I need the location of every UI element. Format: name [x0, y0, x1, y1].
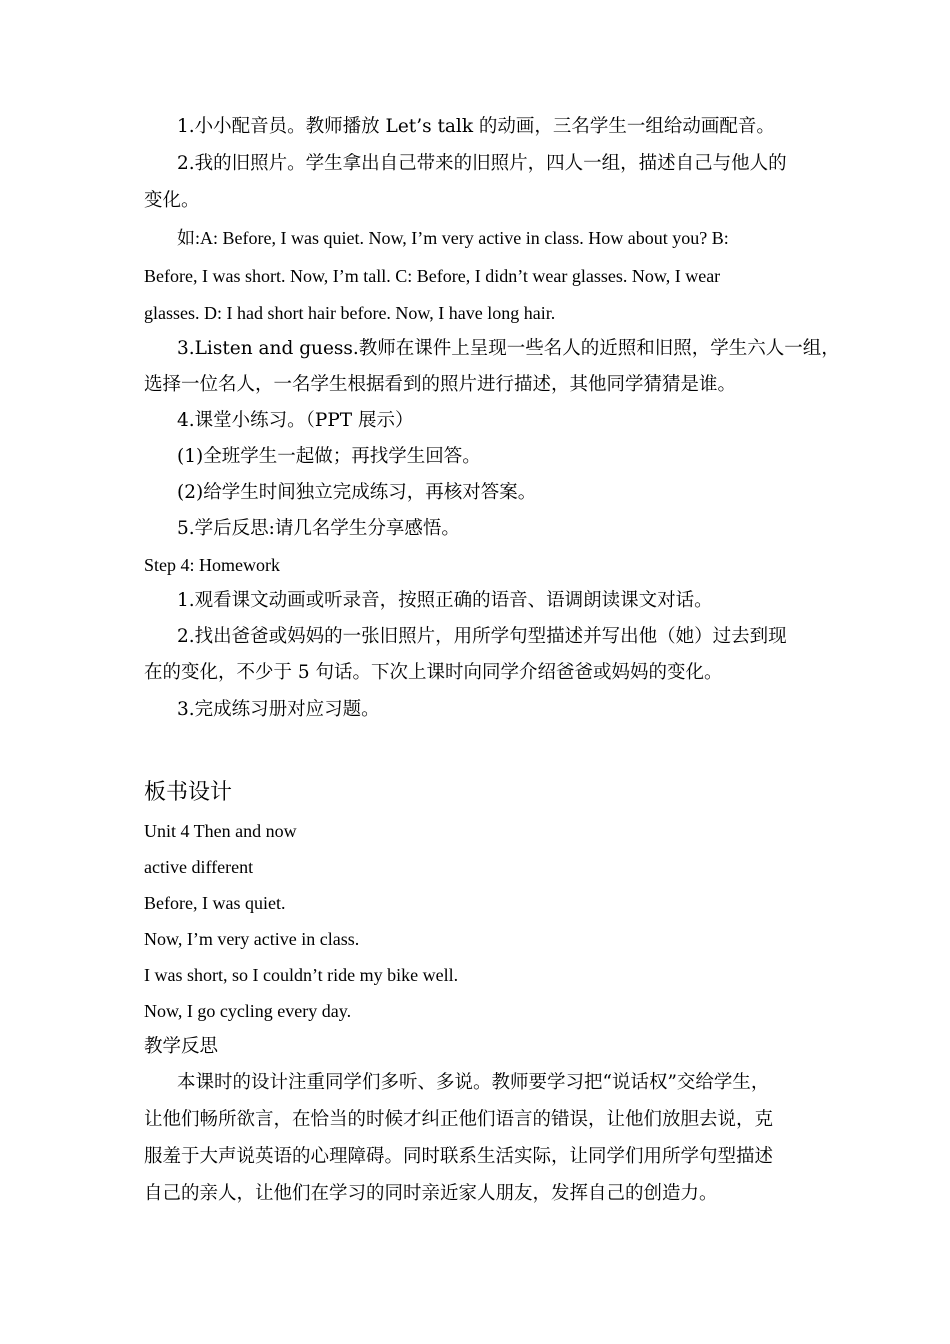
- board-sentence-3: I was short, so I couldn’t ride my bike well.: [144, 965, 459, 985]
- reflection-line-1: 本课时的设计注重同学们多听、多说。教师要学习把“说话权”交给学生，: [177, 1072, 770, 1093]
- activity-5: 5.学后反思:请几名学生分享感悟。: [177, 518, 460, 539]
- homework-3: 3.完成练习册对应习题。: [177, 699, 380, 720]
- activity-4-sub-2: (2)给学生时间独立完成练习，再核对答案。: [177, 482, 537, 503]
- reflection-heading: 教学反思: [144, 1036, 219, 1057]
- homework-2-line-2: 在的变化，不少于 5 句话。下次上课时向同学介绍爸爸或妈妈的变化。: [144, 662, 723, 683]
- activity-3-line-2: 选择一位名人，一名学生根据看到的照片进行描述，其他同学猜猜是谁。: [144, 374, 737, 395]
- example-line-2: Before, I was short. Now, I’m tall. C: Before, I didn’t wear glasses. Now, I wear: [144, 266, 721, 286]
- board-sentence-4: Now, I go cycling every day.: [144, 1001, 352, 1021]
- activity-2-line-1: 2.我的旧照片。学生拿出自己带来的旧照片，四人一组，描述自己与他人的: [177, 153, 787, 174]
- board-sentence-1: Before, I was quiet.: [144, 893, 286, 913]
- reflection-line-3: 服羞于大声说英语的心理障碍。同时联系生活实际，让同学们用所学句型描述: [144, 1146, 774, 1167]
- activity-3-line-1: 3.Listen and guess.教师在课件上呈现一些名人的近照和旧照，学生六人一组，: [177, 338, 840, 359]
- reflection-line-2: 让他们畅所欲言，在恰当的时候才纠正他们语言的错误，让他们放胆去说，克: [144, 1109, 774, 1130]
- homework-title: Step 4: Homework: [144, 555, 280, 575]
- reflection-line-4: 自己的亲人，让他们在学习的同时亲近家人朋友，发挥自己的创造力。: [144, 1183, 718, 1204]
- board-design-heading: 板书设计: [144, 780, 233, 805]
- board-unit-title: Unit 4 Then and now: [144, 821, 297, 841]
- example-line-1: 如:A: Before, I was quiet. Now, I’m very active in class. How about you? B:: [177, 228, 729, 248]
- board-sentence-2: Now, I’m very active in class.: [144, 929, 360, 949]
- homework-1: 1.观看课文动画或听录音，按照正确的语音、语调朗读课文对话。: [177, 590, 713, 611]
- activity-2-line-2: 变化。: [144, 190, 200, 211]
- activity-4: 4.课堂小练习。（PPT 展示）: [177, 410, 414, 431]
- activity-1: 1.小小配音员。教师播放 Let’s talk 的动画，三名学生一组给动画配音。: [177, 116, 775, 137]
- activity-4-sub-1: (1)全班学生一起做；再找学生回答。: [177, 446, 481, 467]
- example-line-3: glasses. D: I had short hair before. Now, I have long hair.: [144, 303, 556, 323]
- homework-2-line-1: 2.找出爸爸或妈妈的一张旧照片，用所学句型描述并写出他（她）过去到现: [177, 626, 787, 647]
- board-key-words: active different: [144, 857, 254, 877]
